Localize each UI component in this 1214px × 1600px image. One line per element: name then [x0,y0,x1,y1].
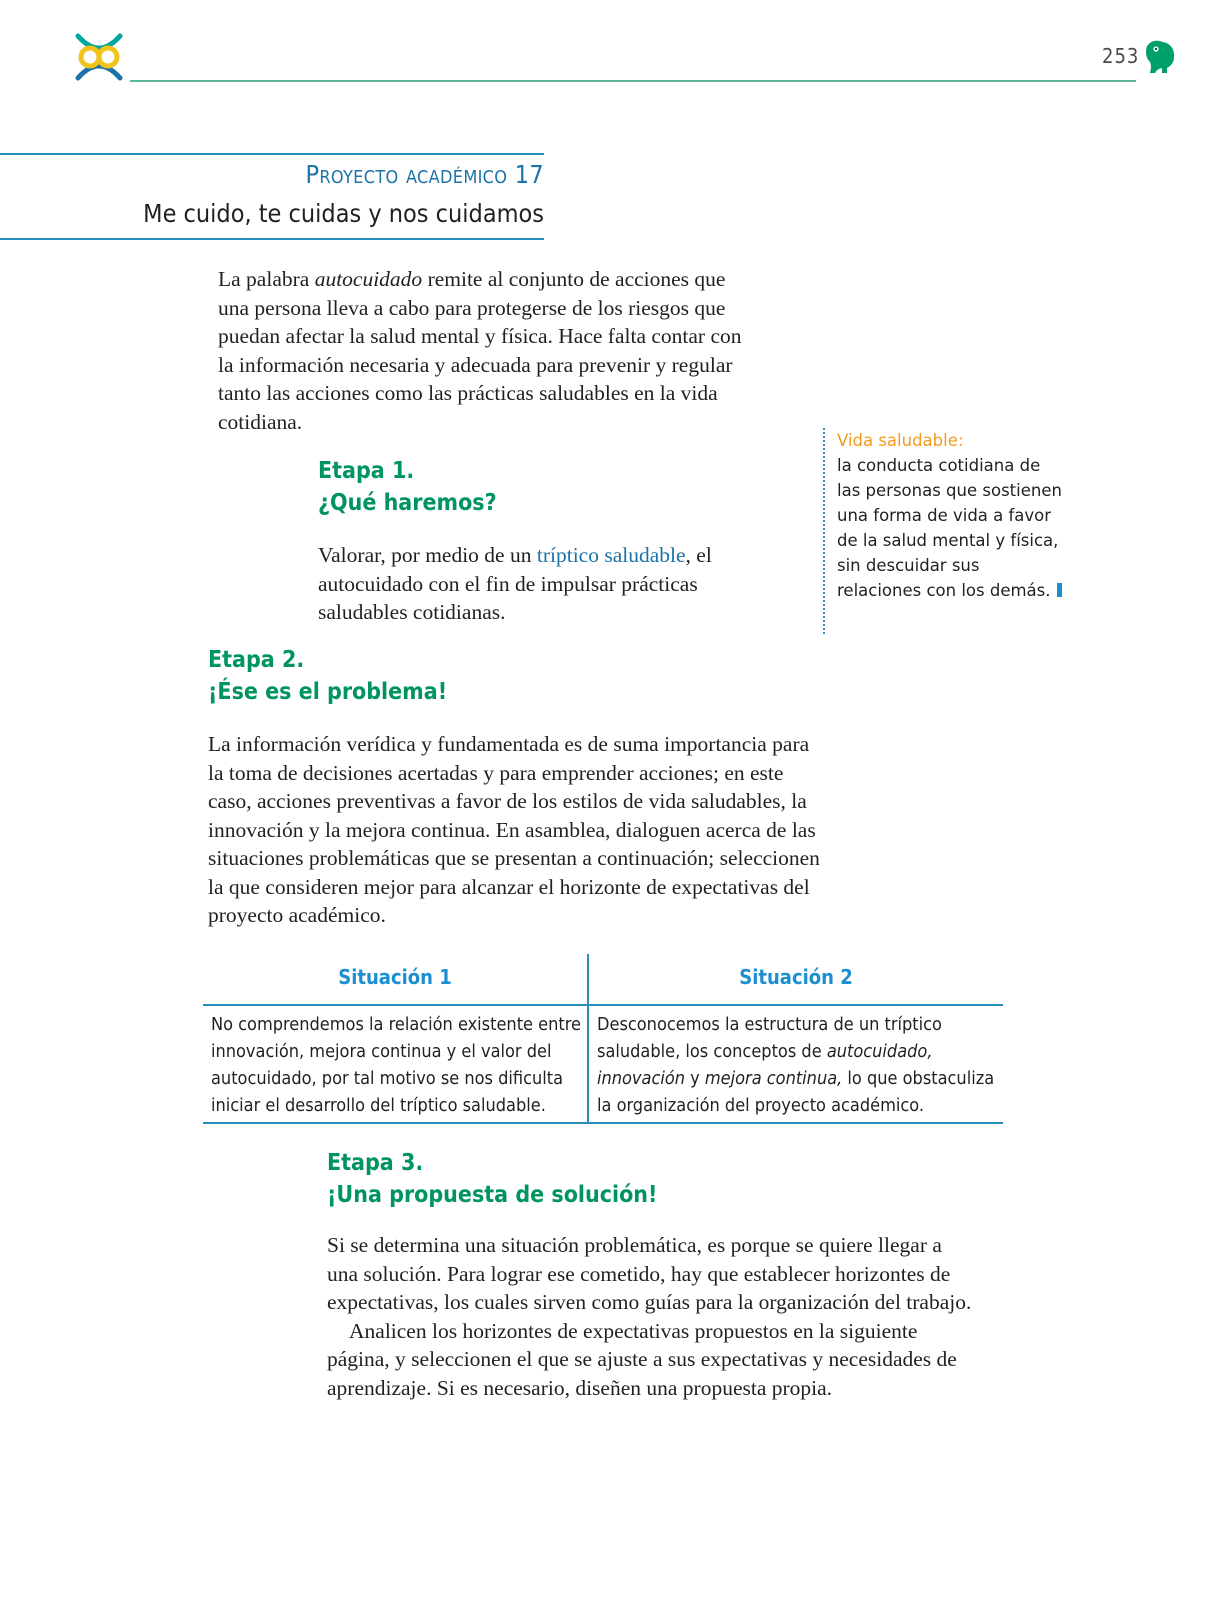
stage2-heading [208,644,447,708]
glossary-term: Vida saludable: [837,431,964,450]
stage1-number: Etapa 1. [318,458,415,484]
stage1-text-before: Valorar, por medio de un [318,543,537,567]
stage3-title: ¡Una propuesta de solución! [327,1182,658,1208]
intro-term: autocuidado [314,267,423,291]
situation-2-text [597,1011,997,1119]
stage3-heading [327,1147,657,1211]
table-header-rule [203,1004,1003,1006]
stage3-paragraph-1: Si se determina una situación problemática, es porque se quiere llegar a una solución. Para lograr ese cometido, hay que establecer horizontes de expectativas, los cuales sirven como guías para la organización del trabajo. [327,1233,972,1314]
triptico-link[interactable]: tríptico saludable [536,543,686,567]
title-bottom-rule [0,238,544,240]
glossary-box [823,428,1067,634]
situation-2-text-part: lo que obstaculiza la organización del proyecto académico. [597,1068,995,1116]
title-top-rule [0,153,544,155]
stage2-paragraph: La información verídica y fundamentada es de suma importancia para la toma de decisiones acertadas y para emprender acciones; en este caso, acciones preventivas a favor de los estilos de vida saludables, la innovación y la mejora continua. En asamblea, dialoguen acerca de las situaciones problemáticas que se presentan a continuación; seleccionen la que consideren mejor para alcanzar el horizonte de expectativas del proyecto académico. [208,732,820,927]
stage3-paragraph-2: Analicen los horizontes de expectativas propuestos en la siguiente página, y seleccionen el que se ajuste a sus expectativas y necesidades de aprendizaje. Si es necesario, diseñen una propuesta propia. [327,1318,957,1400]
situation-2-term: autocuidado, [826,1041,933,1062]
situation-2-heading: Situación 2 [739,965,853,989]
table-bottom-rule [203,1122,1003,1124]
header-rule [130,80,1136,82]
intro-text-after: remite al conjunto de acciones que una persona lleva a cabo para protegerse de los riesgos que puedan afectar la salud mental y física. Hace falta contar con la información necesaria y adecuada para prevenir y regular tanto las acciones como las prácticas saludables en la vida cotidiana. [218,267,742,434]
situation-1-column [203,954,587,1124]
stage2-number: Etapa 2. [208,647,305,673]
intro-text-before: La palabra [218,267,315,291]
situation-2-term: mejora continua, [704,1068,843,1089]
stage1-text-after: , el autocuidado con el fin de impulsar prácticas saludables cotidianas. [318,543,712,624]
logo-icon [72,30,126,84]
situation-1-text: No comprendemos la relación existente entre innovación, mejora continua y el valor del autocuidado, por tal motivo se nos dificulta iniciar el desarrollo del tríptico saludable. [211,1014,581,1116]
stage2-title: ¡Ése es el problema! [208,679,448,705]
stage1-paragraph [318,541,718,627]
stage1-title: ¿Qué haremos? [318,490,497,516]
stage1-heading [318,455,497,519]
situation-2-column [589,954,1003,1124]
end-marker-icon [1057,583,1062,597]
project-title: Proyecto académico 17 [305,160,544,189]
situation-2-text-part: Desconocemos la estructura de un tríptico saludable, los conceptos de [597,1014,942,1062]
situations-table [203,954,1003,1124]
stage3-number: Etapa 3. [327,1150,424,1176]
glossary-definition: la conducta cotidiana de las personas que sostienen una forma de vida a favor de la salud mental y física, sin descuidar sus relaciones con los demás. [837,456,1062,600]
project-subtitle: Me cuido, te cuidas y nos cuidamos [143,199,544,228]
chameleon-icon [1143,38,1177,74]
intro-paragraph [218,265,758,436]
situation-1-heading: Situación 1 [338,965,452,989]
situation-2-text-part: y [685,1068,705,1089]
page-number: 253 [1102,44,1140,68]
stage3-body [327,1231,977,1402]
situation-2-term: innovación [597,1068,686,1089]
